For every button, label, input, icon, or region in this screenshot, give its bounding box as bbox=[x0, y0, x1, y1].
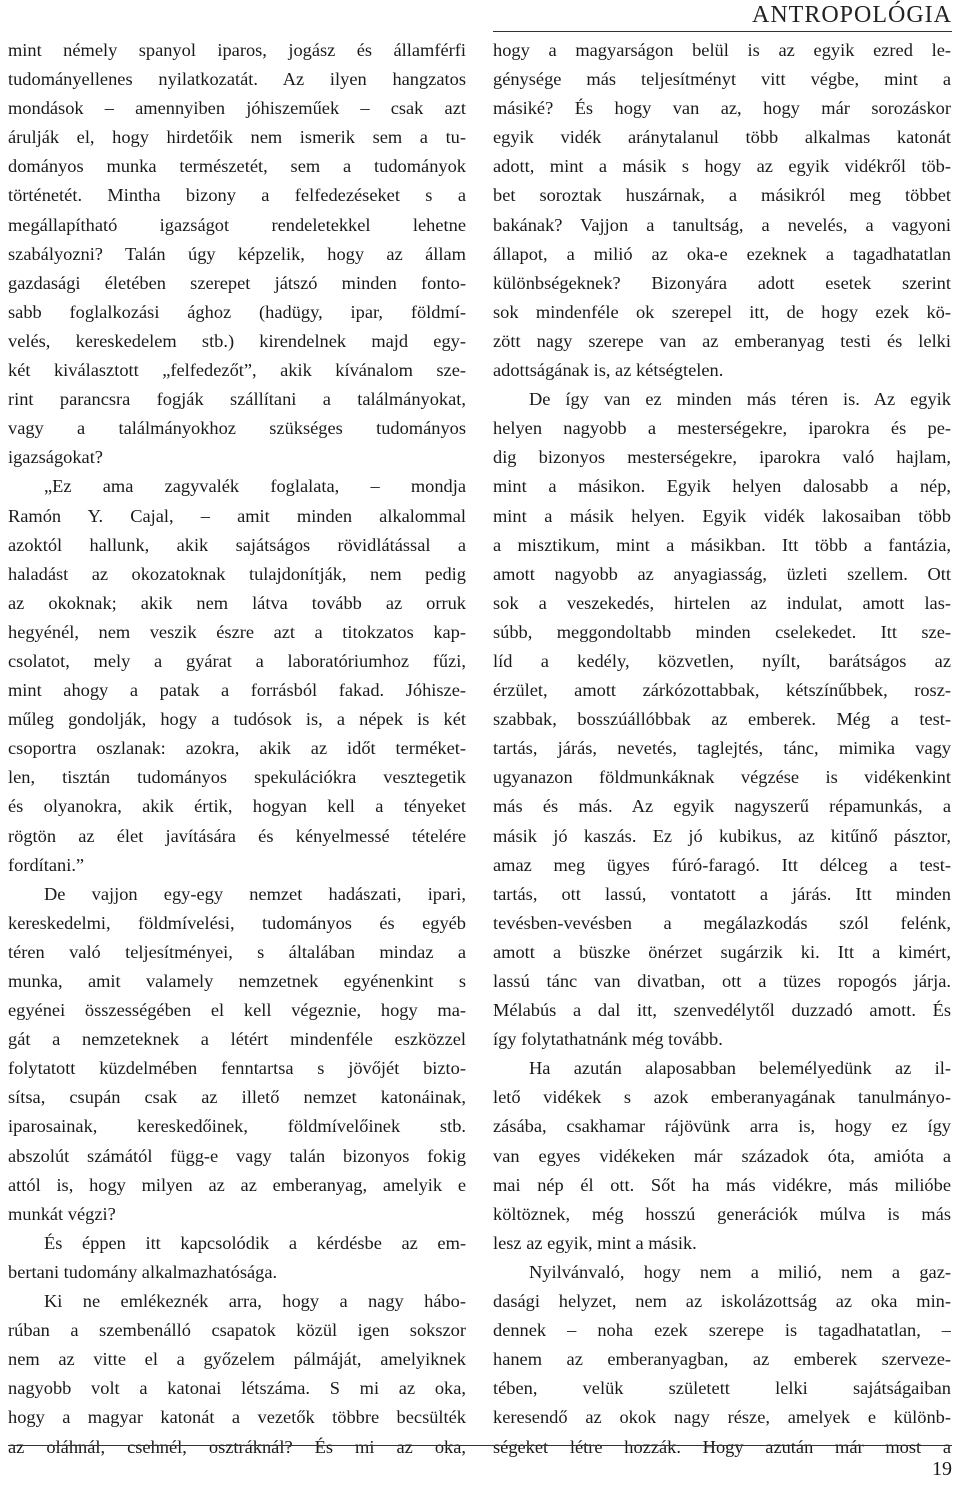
text-line: len, tisztán tudományos spekulációkra vesztegetik bbox=[8, 767, 466, 788]
text-line: téren való teljesítményei, s általában mindaz a bbox=[8, 941, 466, 962]
text-line: rúban a szembenálló csapatok közül igen sokszor bbox=[8, 1320, 466, 1341]
text-line: gazdasági életében szerepet játszó minden fonto- bbox=[8, 272, 466, 293]
text-line: egyik vidék aránytalanul több alkalmas katonát bbox=[493, 127, 951, 148]
text-line: gát a nemzeteknek a létért mindenféle eszközzel bbox=[8, 1029, 466, 1050]
text-line: génysége más teljesítményt vitt végbe, mint a bbox=[493, 69, 951, 90]
text-line: zött nagy szerepe van az emberanyag testi és lelki bbox=[493, 330, 951, 351]
text-line: mai nép él ott. Sőt ha más vidékre, más milióbe bbox=[493, 1174, 951, 1195]
text-line: árulják el, hogy hirdetőik nem ismerik sem a tu- bbox=[8, 127, 466, 148]
text-line: sok mindenféle ok szerepel itt, de hogy ezek kö- bbox=[493, 301, 951, 322]
text-line: lető vidékek s azok emberanyagának tanulmányo- bbox=[493, 1087, 951, 1108]
text-line: csoportra oszlanak: azokra, akik az időt terméket- bbox=[8, 738, 466, 759]
text-line: mint a másikon. Egyik helyen dalosabb a nép, bbox=[493, 476, 951, 497]
text-line: érzület, amott zárkózottabbak, kétszínűbbek, rosz- bbox=[493, 680, 951, 701]
text-line: vagy a találmányokhoz szükséges tudományos bbox=[8, 418, 466, 439]
text-line: adott, mint a másik s hogy az egyik vidékről töb- bbox=[493, 156, 951, 177]
text-line: abszolút számától függ-e vagy talán bizonyos fokig bbox=[8, 1145, 466, 1166]
text-line: tudományellenes nyilatkozatát. Az ilyen hangzatos bbox=[8, 69, 466, 90]
section-title: ANTROPOLÓGIA bbox=[752, 2, 952, 28]
text-line: És éppen itt kapcsolódik a kérdésbe az em- bbox=[44, 1232, 466, 1253]
text-line: haladást az okozatoknak tulajdonítják, nem pedig bbox=[8, 563, 466, 584]
text-line: amott nagyobb az anyagiasság, üzleti szellem. Ott bbox=[493, 563, 951, 584]
text-line: munkát végzi? bbox=[8, 1203, 116, 1224]
text-line: tartás, ott lassú, vontatott a járás. Itt minden bbox=[493, 883, 951, 904]
text-line: adottságának is, az kétségtelen. bbox=[493, 360, 724, 381]
text-line: iparosainak, kereskedőinek, földmívelőinek stb. bbox=[8, 1116, 466, 1137]
text-line: és olyanokra, akik értik, hogyan kell a tényeket bbox=[8, 796, 466, 817]
text-line: megállapítható igazságot rendeletekkel lehetne bbox=[8, 214, 466, 235]
text-line: történetét. Mintha bizony a felfedezéseket s a bbox=[8, 185, 466, 206]
header-rule bbox=[493, 31, 952, 32]
text-line: állapot, a milió az oka-e ezeknek a tagadhatatlan bbox=[493, 243, 951, 264]
text-line: De vajjon egy-egy nemzet hadászati, ipari, bbox=[44, 883, 466, 904]
text-line: zásába, csakhamar rájövünk arra is, hogy ez így bbox=[493, 1116, 951, 1137]
text-line: sok a veszekedés, hirtelen az indulat, amott las- bbox=[493, 592, 951, 613]
text-line: hogy a magyarságon belül is az egyik ezred le- bbox=[493, 40, 951, 60]
text-line: két kiválasztott „felfedezőt”, akik kívánalom sze- bbox=[8, 360, 466, 381]
text-line: rögtön az élet javítására és kényelmessé tételére bbox=[8, 825, 466, 846]
text-line: ugyanazon földmunkáknak végzése is vidékenkint bbox=[493, 767, 951, 788]
text-line: Ha azután alaposabban belemélyedünk az il- bbox=[529, 1058, 951, 1079]
text-line: szabályozni? Talán úgy képzelik, hogy az állam bbox=[8, 243, 466, 264]
text-line: „Ez ama zagyvalék foglalata, – mondja bbox=[44, 476, 466, 497]
text-line: dasági helyzet, nem az iskolázottság az oka min- bbox=[493, 1291, 951, 1312]
text-line: másik jó kaszás. Ez jó kubikus, az kitűnő pásztor, bbox=[493, 825, 951, 846]
text-line: az oláhnál, csehnél, osztráknál? És mi az oka, bbox=[8, 1436, 466, 1457]
text-line: lassú tánc van divatban, ott a tüzes ropogós járja. bbox=[493, 971, 951, 991]
text-line: lesz az egyik, mint a másik. bbox=[493, 1232, 697, 1253]
text-line: Ramón Y. Cajal, – amit minden alkalommal bbox=[8, 505, 466, 526]
text-line: a misztikum, mint a másikban. Itt több a fantázia, bbox=[493, 534, 951, 555]
text-line: tartás, járás, nevetés, taglejtés, tánc, mimika vagy bbox=[493, 738, 951, 759]
text-line: hanem az emberanyagban, az emberek szerveze- bbox=[493, 1349, 951, 1370]
text-line: amott a büszke önérzet sugárzik ki. Itt a kimért, bbox=[493, 941, 951, 962]
text-line: azoktól hallunk, akik sajátságos rövidlátással a bbox=[8, 534, 466, 555]
footer-rule bbox=[8, 1445, 952, 1446]
text-line: fordítani.” bbox=[8, 854, 85, 875]
text-line: szabbak, bosszúállóbbak az emberek. Még a test- bbox=[493, 709, 951, 730]
text-line: csolatot, mely a gyárat a laboratóriumhoz fűzi, bbox=[8, 650, 466, 671]
text-line: költöznek, még hosszú generációk múlva is más bbox=[493, 1203, 951, 1224]
text-line: Nyilvánvaló, hogy nem a milió, nem a gaz- bbox=[529, 1261, 951, 1282]
text-line: bakának? Vajjon a tanultság, a nevelés, a vagyoni bbox=[493, 214, 951, 235]
text-line: van egyes vidékeken már századok óta, amióta a bbox=[493, 1145, 951, 1166]
text-line: mint ahogy a patak a forrásból fakad. Jóhisze- bbox=[8, 680, 466, 701]
text-line: tevésben-vevésben a megálazkodás szól felénk, bbox=[493, 912, 951, 933]
text-line: bet soroztak huszárnak, a másikról meg többet bbox=[493, 185, 951, 206]
page-number: 19 bbox=[932, 1458, 952, 1480]
left-column bbox=[8, 36, 466, 1462]
text-line: folytatott küzdelmében fenntartsa s jövőjét bizto- bbox=[8, 1058, 466, 1079]
text-line: nem az vitte el a győzelem pálmáját, amelyiknek bbox=[8, 1349, 466, 1370]
text-line: hegyénél, nem veszik észre azt a titokzatos kap- bbox=[8, 621, 466, 642]
text-line: amaz meg ügyes fúró-faragó. Itt délceg a test- bbox=[493, 854, 951, 875]
text-line: műleg gondolják, hogy a tudósok is, a népek is két bbox=[8, 709, 466, 730]
text-line: igazságokat? bbox=[8, 447, 103, 468]
text-line: más és más. Az egyik nagyszerű répamunkás, a bbox=[493, 796, 951, 817]
text-line: Mélabús a dal itt, szenvedélytől duzzadó amott. És bbox=[493, 1000, 951, 1021]
text-line: így folytathatnánk még tovább. bbox=[493, 1029, 723, 1050]
text-line: rint parancsra fogják szállítani a találmányokat, bbox=[8, 389, 466, 410]
text-line: mint a másik helyen. Egyik vidék lakosaiban több bbox=[493, 505, 951, 526]
text-line: helyen nagyobb a mesterségekre, iparokra és pe- bbox=[493, 418, 951, 439]
text-line: dennek – noha ezek szerepe is tagadhatatlan, – bbox=[493, 1320, 951, 1341]
text-line: sabb foglalkozási ághoz (hadügy, ipar, földmí- bbox=[8, 301, 466, 322]
text-line: mint némely spanyol iparos, jogász és államférfi bbox=[8, 40, 466, 60]
text-line: másiké? És hogy van az, hogy már sorozáskor bbox=[493, 98, 951, 119]
text-line: Ki ne emlékeznék arra, hogy a nagy hábo- bbox=[44, 1291, 466, 1312]
right-column bbox=[493, 36, 951, 1462]
text-line: bertani tudomány alkalmazhatósága. bbox=[8, 1261, 278, 1282]
text-line: kereskedelmi, földmívelési, tudományos és egyéb bbox=[8, 912, 466, 933]
text-line: különbségeknek? Bizonyára adott esetek szerint bbox=[493, 272, 951, 293]
text-line: mondások – amennyiben jóhiszeműek – csak azt bbox=[8, 98, 466, 119]
text-line: egyénei összességében el kell végeznie, hogy ma- bbox=[8, 1000, 466, 1021]
text-line: keresendő az okok nagy része, amelyek e különb- bbox=[493, 1407, 951, 1428]
text-line: nagyobb volt a katonai létszáma. S mi az oka, bbox=[8, 1378, 466, 1399]
text-line: munka, amit valamely nemzetnek egyénenkint s bbox=[8, 971, 466, 991]
text-line: ségeket létre hozzák. Hogy azután már most a bbox=[493, 1436, 951, 1457]
text-line: dig bizonyos mesterségekre, iparokra való hajlam, bbox=[493, 447, 951, 468]
text-line: az okoknak; akik nem látva tovább az orruk bbox=[8, 592, 466, 613]
text-line: sítsa, csupán csak az illető nemzet katonáinak, bbox=[8, 1087, 466, 1108]
text-line: attól is, hogy milyen az az emberanyag, amelyik e bbox=[8, 1174, 466, 1195]
text-line: tében, velük született lelki sajátságaiban bbox=[493, 1378, 951, 1399]
text-line: dományos munka természetét, sem a tudományok bbox=[8, 156, 466, 177]
text-line: hogy a magyar katonát a vezetők többre becsülték bbox=[8, 1407, 466, 1428]
text-line: De így van ez minden más téren is. Az egyik bbox=[529, 389, 951, 410]
text-line: súbb, meggondoltabb minden cselekedet. Itt sze- bbox=[493, 621, 951, 642]
text-line: líd a kedély, közvetlen, nyílt, barátságos az bbox=[493, 650, 951, 671]
text-line: velés, kereskedelem stb.) kirendelnek majd egy- bbox=[8, 330, 466, 351]
